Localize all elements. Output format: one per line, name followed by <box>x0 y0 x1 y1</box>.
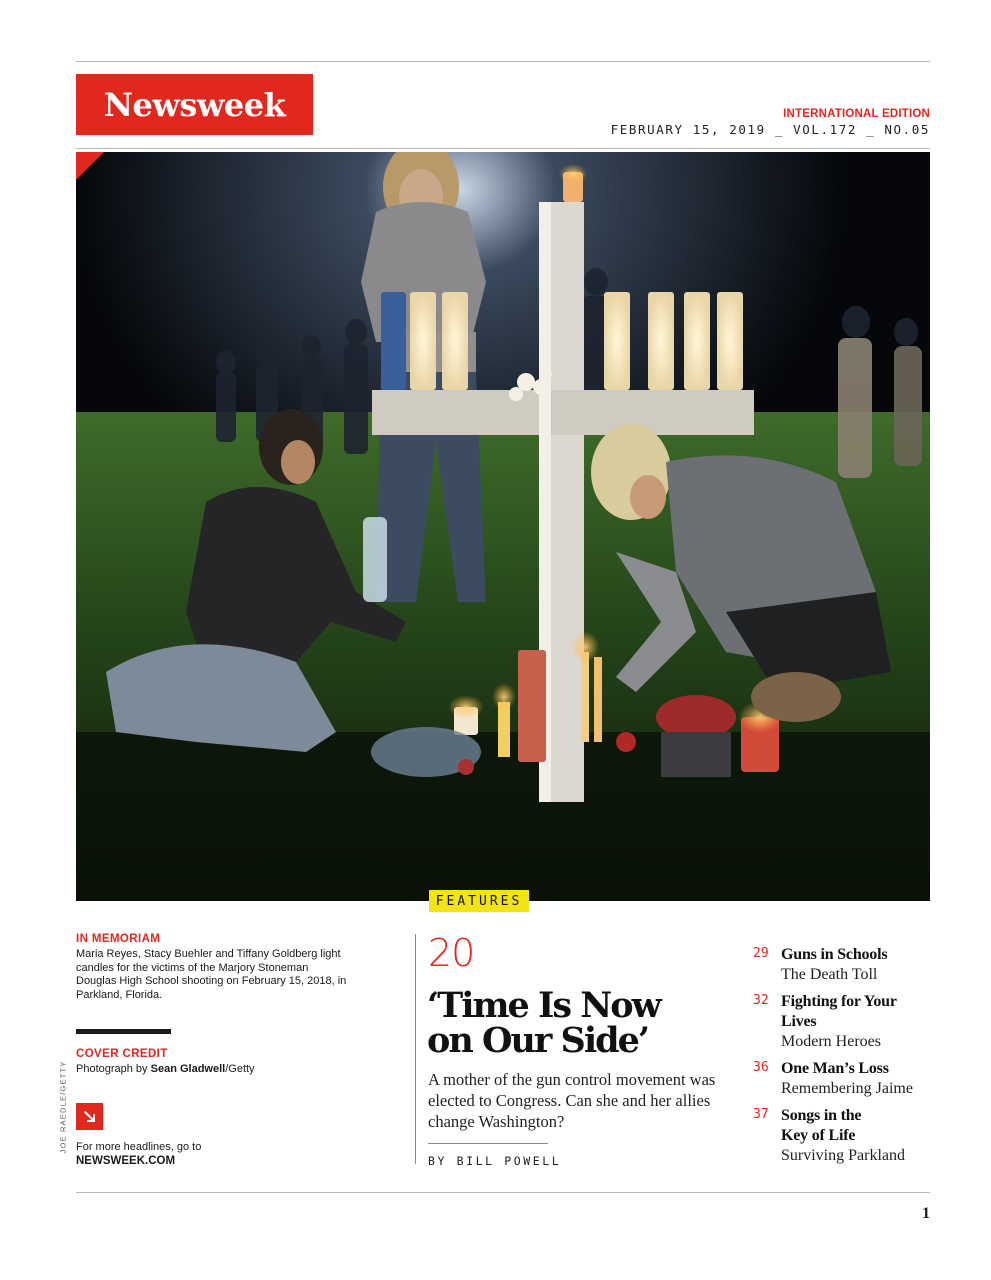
more-headlines-link[interactable] <box>76 1103 103 1130</box>
sidebar-divider <box>76 1029 171 1034</box>
newsweek-logo[interactable] <box>76 74 313 135</box>
cover-credit-heading: COVER CREDIT <box>76 1048 168 1060</box>
photo-credit: JOE RAEDLE/GETTY <box>58 1060 68 1154</box>
cover-credit-name: Sean Gladwell <box>150 1063 226 1075</box>
byline-rule <box>428 1143 548 1144</box>
toc-subtitle: The Death Toll <box>781 966 878 983</box>
photo-illustration <box>76 152 930 901</box>
headline-line-1: ‘Time Is Now <box>427 985 660 1026</box>
toc-item[interactable] <box>753 1106 953 1166</box>
feature-dek: A mother of the gun control movement was elected to Congress. Can she and her allies change Washington? <box>428 1070 716 1131</box>
edition-label: INTERNATIONAL EDITION <box>783 108 930 120</box>
issue-dateline: FEBRUARY 15, 2019 _ VOL.172 _ NO.05 <box>610 122 930 137</box>
cover-credit-suffix: /Getty <box>225 1063 255 1075</box>
column-divider <box>415 934 416 1164</box>
page-folio: 1 <box>922 1205 930 1222</box>
toc-subtitle: Modern Heroes <box>781 1033 881 1050</box>
toc-title: One Man’s Loss <box>781 1060 889 1077</box>
brand-text: Newsweek <box>103 85 286 124</box>
toc-page-number: 32 <box>753 993 769 1008</box>
memoriam-heading: IN MEMORIAM <box>76 933 161 945</box>
toc-title: Fighting for Your Lives <box>781 993 897 1030</box>
toc-page-number: 36 <box>753 1060 769 1075</box>
arrow-down-right-icon <box>83 1110 96 1123</box>
features-tag: FEATURES <box>429 890 529 912</box>
headline-line-2: on Our Side’ <box>427 1020 649 1061</box>
toc-subtitle: Surviving Parkland <box>781 1147 905 1164</box>
header-rule <box>76 148 930 149</box>
toc-item[interactable] <box>753 1059 953 1099</box>
table-of-contents <box>753 945 953 1173</box>
cover-credit-prefix: Photograph by <box>76 1063 151 1075</box>
feature-headline[interactable] <box>427 985 687 1061</box>
toc-item[interactable] <box>753 992 953 1052</box>
newsweek-url-link[interactable]: NEWSWEEK.COM <box>76 1155 176 1167</box>
memoriam-caption: Maria Reyes, Stacy Buehler and Tiffany Goldberg light candles for the victims of the Marjory Stoneman Douglas High School shooting on February 15, 2018, in Parkland, Florida. <box>76 948 347 1001</box>
toc-title: Songs in the Key of Life <box>781 1107 862 1144</box>
top-rule <box>76 61 930 62</box>
memorial-photo <box>76 152 930 901</box>
footer-rule <box>76 1192 930 1193</box>
toc-subtitle: Remembering Jaime <box>781 1080 913 1097</box>
toc-item[interactable] <box>753 945 953 985</box>
toc-page-number: 37 <box>753 1107 769 1122</box>
more-headlines-text: For more headlines, go to <box>76 1141 202 1153</box>
toc-title: Guns in Schools <box>781 946 888 963</box>
cover-credit-text <box>76 1063 351 1077</box>
feature-byline: BY BILL POWELL <box>428 1154 562 1168</box>
feature-page-number: 20 <box>428 931 475 975</box>
toc-page-number: 29 <box>753 946 769 961</box>
